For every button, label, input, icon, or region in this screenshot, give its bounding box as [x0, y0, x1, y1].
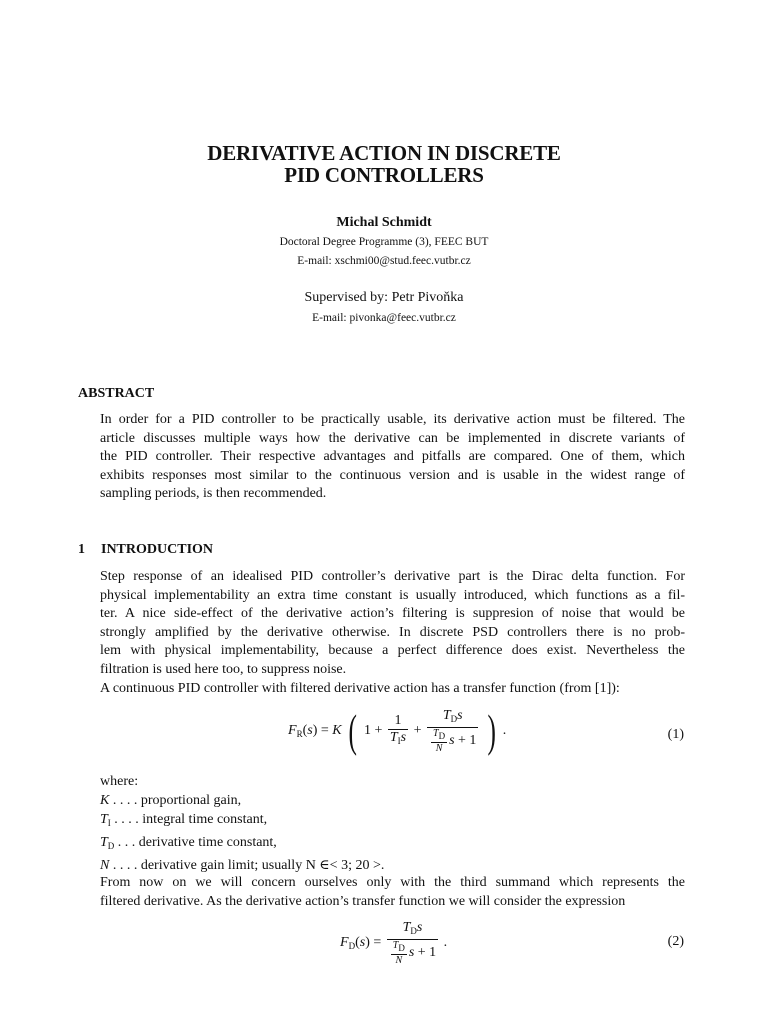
author-affiliation: Doctoral Degree Programme (3), FEEC BUT: [279, 236, 489, 248]
title-line-2: PID CONTROLLERS: [284, 163, 484, 187]
abstract-line: exhibits responses most similar to the continuous version and is usable in the widest range of: [100, 467, 685, 483]
author-name: Michal Schmidt: [336, 215, 432, 230]
abstract-line: article discusses multiple ways how the derivative can be implemented in discrete variants of: [100, 430, 685, 446]
equation-2-number: (2): [667, 934, 684, 949]
intro-line: strongly amplified by the derivative otherwise. In discrete PSD controllers there is no prob-: [100, 624, 685, 640]
abstract-heading: ABSTRACT: [78, 386, 155, 401]
intro-line: A continuous PID controller with filtered derivative action has a transfer function (from [1]):: [100, 680, 620, 696]
author-email: E-mail: xschmi00@stud.feec.vutbr.cz: [297, 255, 471, 267]
definition-item: K . . . . proportional gain,: [100, 793, 242, 808]
supervisor-email: E-mail: pivonka@feec.vutbr.cz: [312, 312, 456, 324]
equation-1: $F_R(s) = K$ ( 1 + $\frac{1}{T_Is}$ + $T_Ds$ $\frac{T_D}{N}$ s + 1 ) .: [288, 705, 507, 756]
intro-line: Step response of an idealised PID controller’s derivative part is the Dirac delta function. For: [100, 569, 685, 584]
definitions-list: [100, 772, 384, 875]
intro-line: filtration is used here too, to suppress noise.: [100, 661, 347, 677]
definition-item: N . . . . derivative gain limit; usually N ∈< 3; 20 >.: [100, 858, 385, 873]
equation-2: $F_D(s)$ = $T_Ds$ $\frac{T_D}{N}$ s + 1 .: [340, 920, 448, 966]
abstract-line: sampling periods, is then recommended.: [100, 486, 327, 502]
supervisor-line: Supervised by: Petr Pivoňka: [304, 290, 464, 305]
definition-item: $T_I$ . . . . integral time constant,: [100, 812, 268, 828]
intro-line: lem with physical implementability, because a perfect difference does exist. Nevertheless the: [100, 643, 685, 659]
section-number: 1: [78, 542, 85, 557]
section-heading: INTRODUCTION: [101, 542, 214, 557]
intro-line: ter. A nice side-effect of the derivative action’s filtering is suppresion of noise that would be: [100, 606, 685, 622]
title-line-1: DERIVATIVE ACTION IN DISCRETE: [207, 141, 561, 165]
intro-paragraph: [100, 568, 685, 698]
equation-1-number: (1): [667, 727, 684, 742]
abstract-body: [100, 411, 685, 504]
where-label: where:: [100, 774, 139, 789]
intro-paragraph-2: [100, 874, 685, 911]
abstract-line: the PID controller. Their respective advantages and pitfalls are compared. One of them, which: [100, 449, 685, 465]
intro-line: From now on we will concern ourselves only with the third summand which represents the: [100, 875, 685, 890]
paper-title: [0, 142, 768, 186]
intro-line: filtered derivative. As the derivative action’s transfer function we will consider the expression: [100, 893, 626, 909]
intro-line: physical implementability an extra time constant is usually introduced, which functions as a fil-: [100, 587, 685, 603]
abstract-line: In order for a PID controller to be practically usable, its derivative action must be filtered. The: [100, 412, 685, 427]
definition-item: $T_D$ . . . derivative time constant,: [100, 835, 277, 851]
